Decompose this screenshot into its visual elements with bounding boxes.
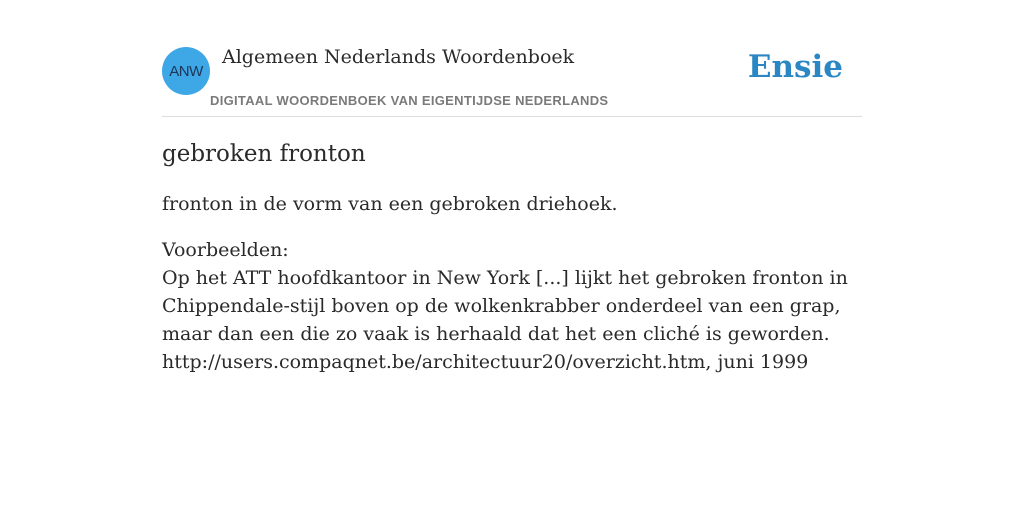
ensie-brand-link[interactable]: Ensie [747, 49, 843, 85]
examples-label: Voorbeelden: [162, 239, 289, 261]
dictionary-subtitle: DIGITAAL WOORDENBOEK VAN EIGENTIJDSE NEDERLANDS [210, 93, 609, 108]
entry-content [162, 138, 862, 376]
examples-section [162, 236, 862, 376]
site-header [162, 38, 862, 117]
entry-definition: fronton in de vorm van een gebroken driehoek. [162, 193, 618, 215]
dictionary-title[interactable]: Algemeen Nederlands Woordenboek [222, 46, 575, 68]
anw-logo[interactable] [162, 47, 210, 95]
entry-title: gebroken fronton [162, 141, 366, 167]
example-text: Op het ATT hoofdkantoor in New York [...] lijkt het gebroken fronton in Chippendale-stijl boven op de wolkenkrabber onderdeel van een grap, maar dan een die zo vaak is herhaald dat het een cliché is geworden. [162, 267, 848, 345]
logo-text: ANW [169, 62, 203, 80]
example-source: http://users.compaqnet.be/architectuur20/overzicht.htm, juni 1999 [162, 351, 809, 373]
